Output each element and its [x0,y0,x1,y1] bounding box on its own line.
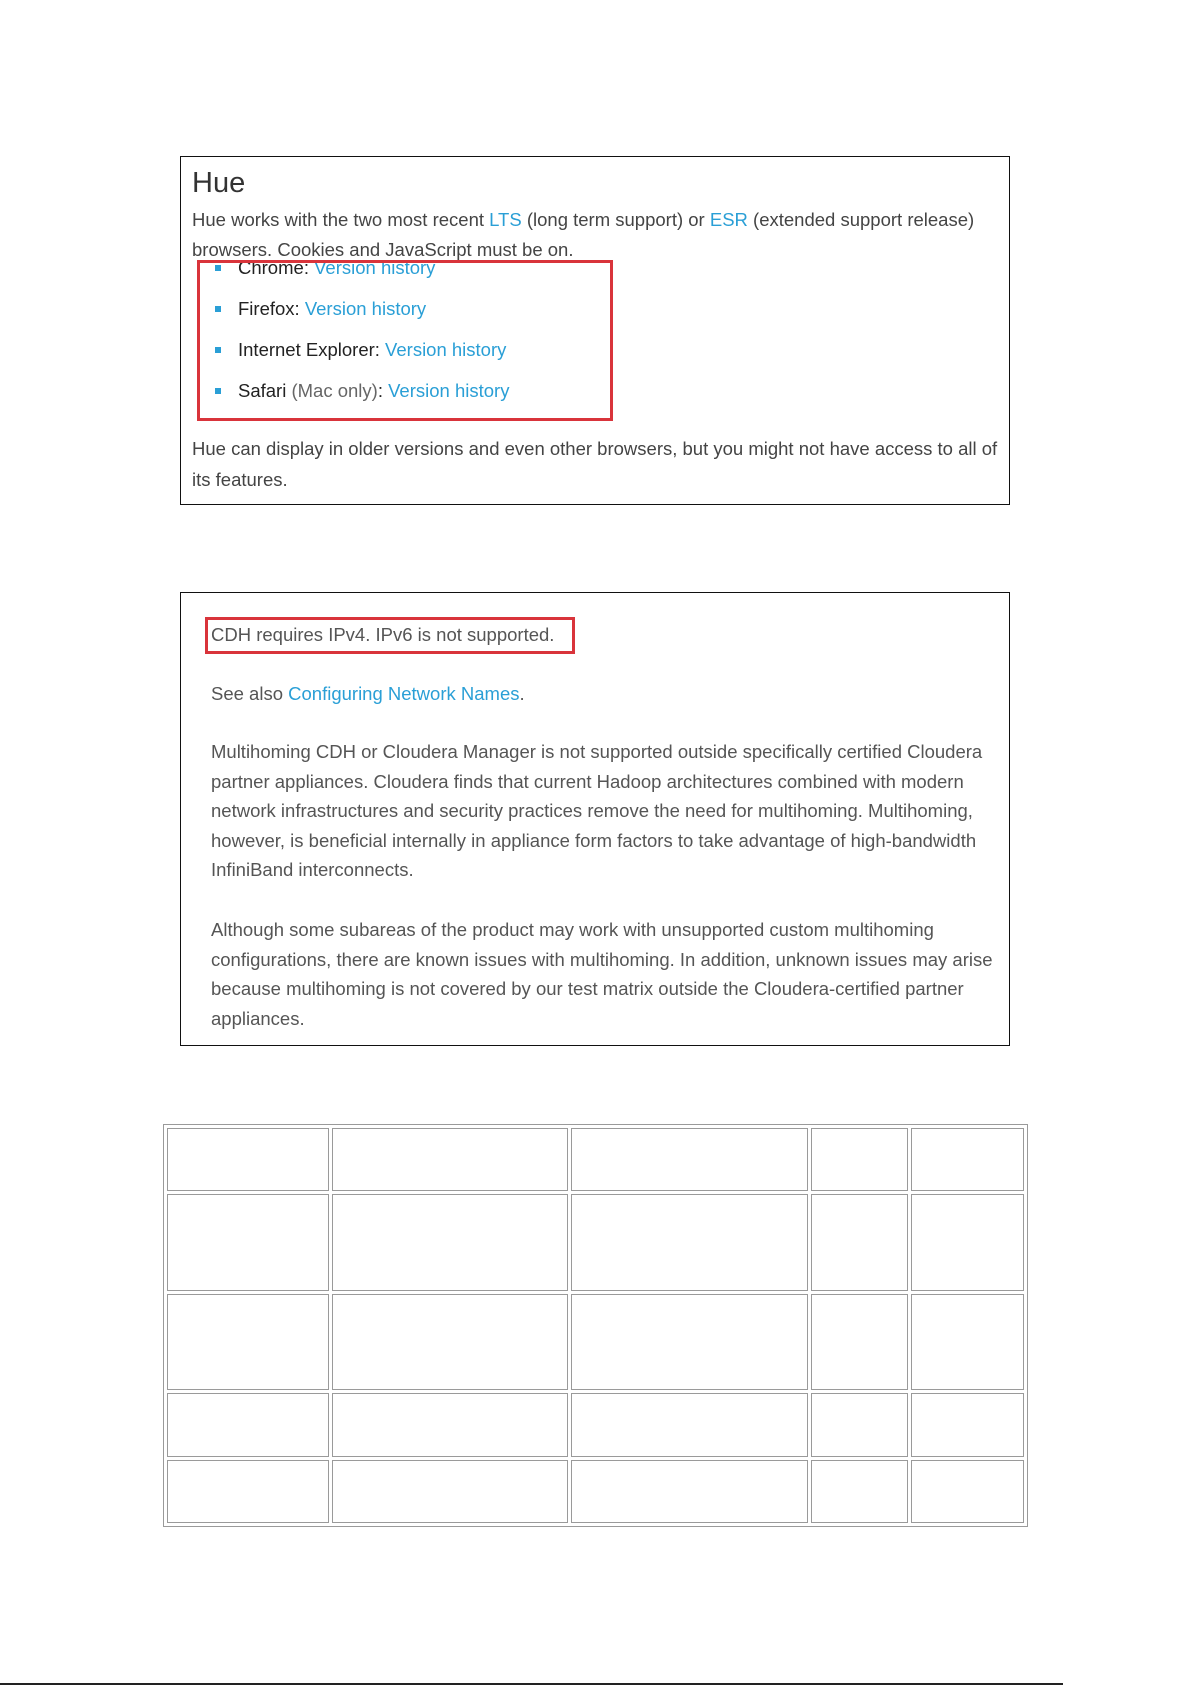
table-cell [167,1460,329,1523]
see-also-suffix: . [519,683,525,704]
firefox-version-history-link[interactable]: Version history [304,298,427,319]
table-cell [571,1393,808,1456]
table-row [167,1460,1024,1523]
browser-name: Internet Explorer [238,339,375,360]
intro-text-1: Hue works with the two most recent [192,209,490,230]
table-cell [911,1128,1024,1191]
table-cell [167,1194,329,1291]
table-cell [571,1194,808,1291]
table-cell [811,1294,909,1391]
configuring-network-names-link[interactable]: Configuring Network Names [288,683,520,704]
page-bottom-rule [0,1683,1063,1685]
table-cell [571,1294,808,1391]
browser-name: Chrome [238,257,304,278]
table-cell [811,1460,909,1523]
table-cell [167,1294,329,1391]
table-cell [332,1128,567,1191]
table-cell [911,1294,1024,1391]
browser-list-highlight [197,260,613,421]
empty-table [163,1124,1028,1527]
multihoming-paragraph-1: Multihoming CDH or Cloudera Manager is not supported outside specifically certified Cloudera partner appliances. Cloudera finds that current Hadoop architectures combined with modern network infrastructures and security practices remove the need for multihoming. Multihoming, however, is beneficial internally in appliance form factors to take advantage of high-bandwidth InfiniBand interconnects. [211,741,983,880]
browser-separator: : [294,298,305,319]
table-cell [332,1294,567,1391]
hue-browser-section [180,156,1010,505]
ipv4-note-highlight [205,617,575,654]
esr-link[interactable]: ESR [709,209,748,230]
table-row [167,1194,1024,1291]
network-section [180,592,1010,1046]
table-cell [332,1393,567,1456]
table-cell [911,1194,1024,1291]
table-cell [811,1194,909,1291]
intro-text-2: (long term support) or [521,209,710,230]
browser-name: Firefox [238,298,295,319]
browser-note: (Mac only) [286,380,378,401]
hue-footer: Hue can display in older versions and even other browsers, but you might not have access to all of its features. [192,438,998,490]
intro-text-3: (extended support release) browsers. Cookies and JavaScript must be on. [192,209,975,260]
table-cell [167,1393,329,1456]
hue-title: Hue [192,167,246,199]
table-cell [911,1460,1024,1523]
table-cell [167,1128,329,1191]
table-cell [571,1128,808,1191]
see-also-prefix: See also [211,683,289,704]
see-also-line [211,679,1001,709]
table-row [167,1128,1024,1191]
table-cell [811,1128,909,1191]
table-row [167,1393,1024,1456]
table-row [167,1294,1024,1391]
safari-version-history-link[interactable]: Version history [388,380,510,401]
lts-link[interactable]: LTS [489,209,522,230]
multihoming-paragraph-2: Although some subareas of the product may work with unsupported custom multihoming configurations, there are known issues with multihoming. In addition, unknown issues may arise because multihoming is not covered by our test matrix outside the Cloudera-certified partner appliances. [211,919,993,1029]
table-cell [332,1194,567,1291]
ipv4-note: CDH requires IPv4. IPv6 is not supported. [211,624,555,645]
table-cell [332,1460,567,1523]
browser-separator: : [303,257,315,278]
browser-name: Safari [238,380,287,401]
chrome-version-history-link[interactable]: Version history [314,257,436,278]
table-cell [911,1393,1024,1456]
browser-separator: : [377,380,389,401]
ie-version-history-link[interactable]: Version history [385,339,507,360]
browser-separator: : [374,339,386,360]
table-cell [811,1393,909,1456]
table-cell [571,1460,808,1523]
